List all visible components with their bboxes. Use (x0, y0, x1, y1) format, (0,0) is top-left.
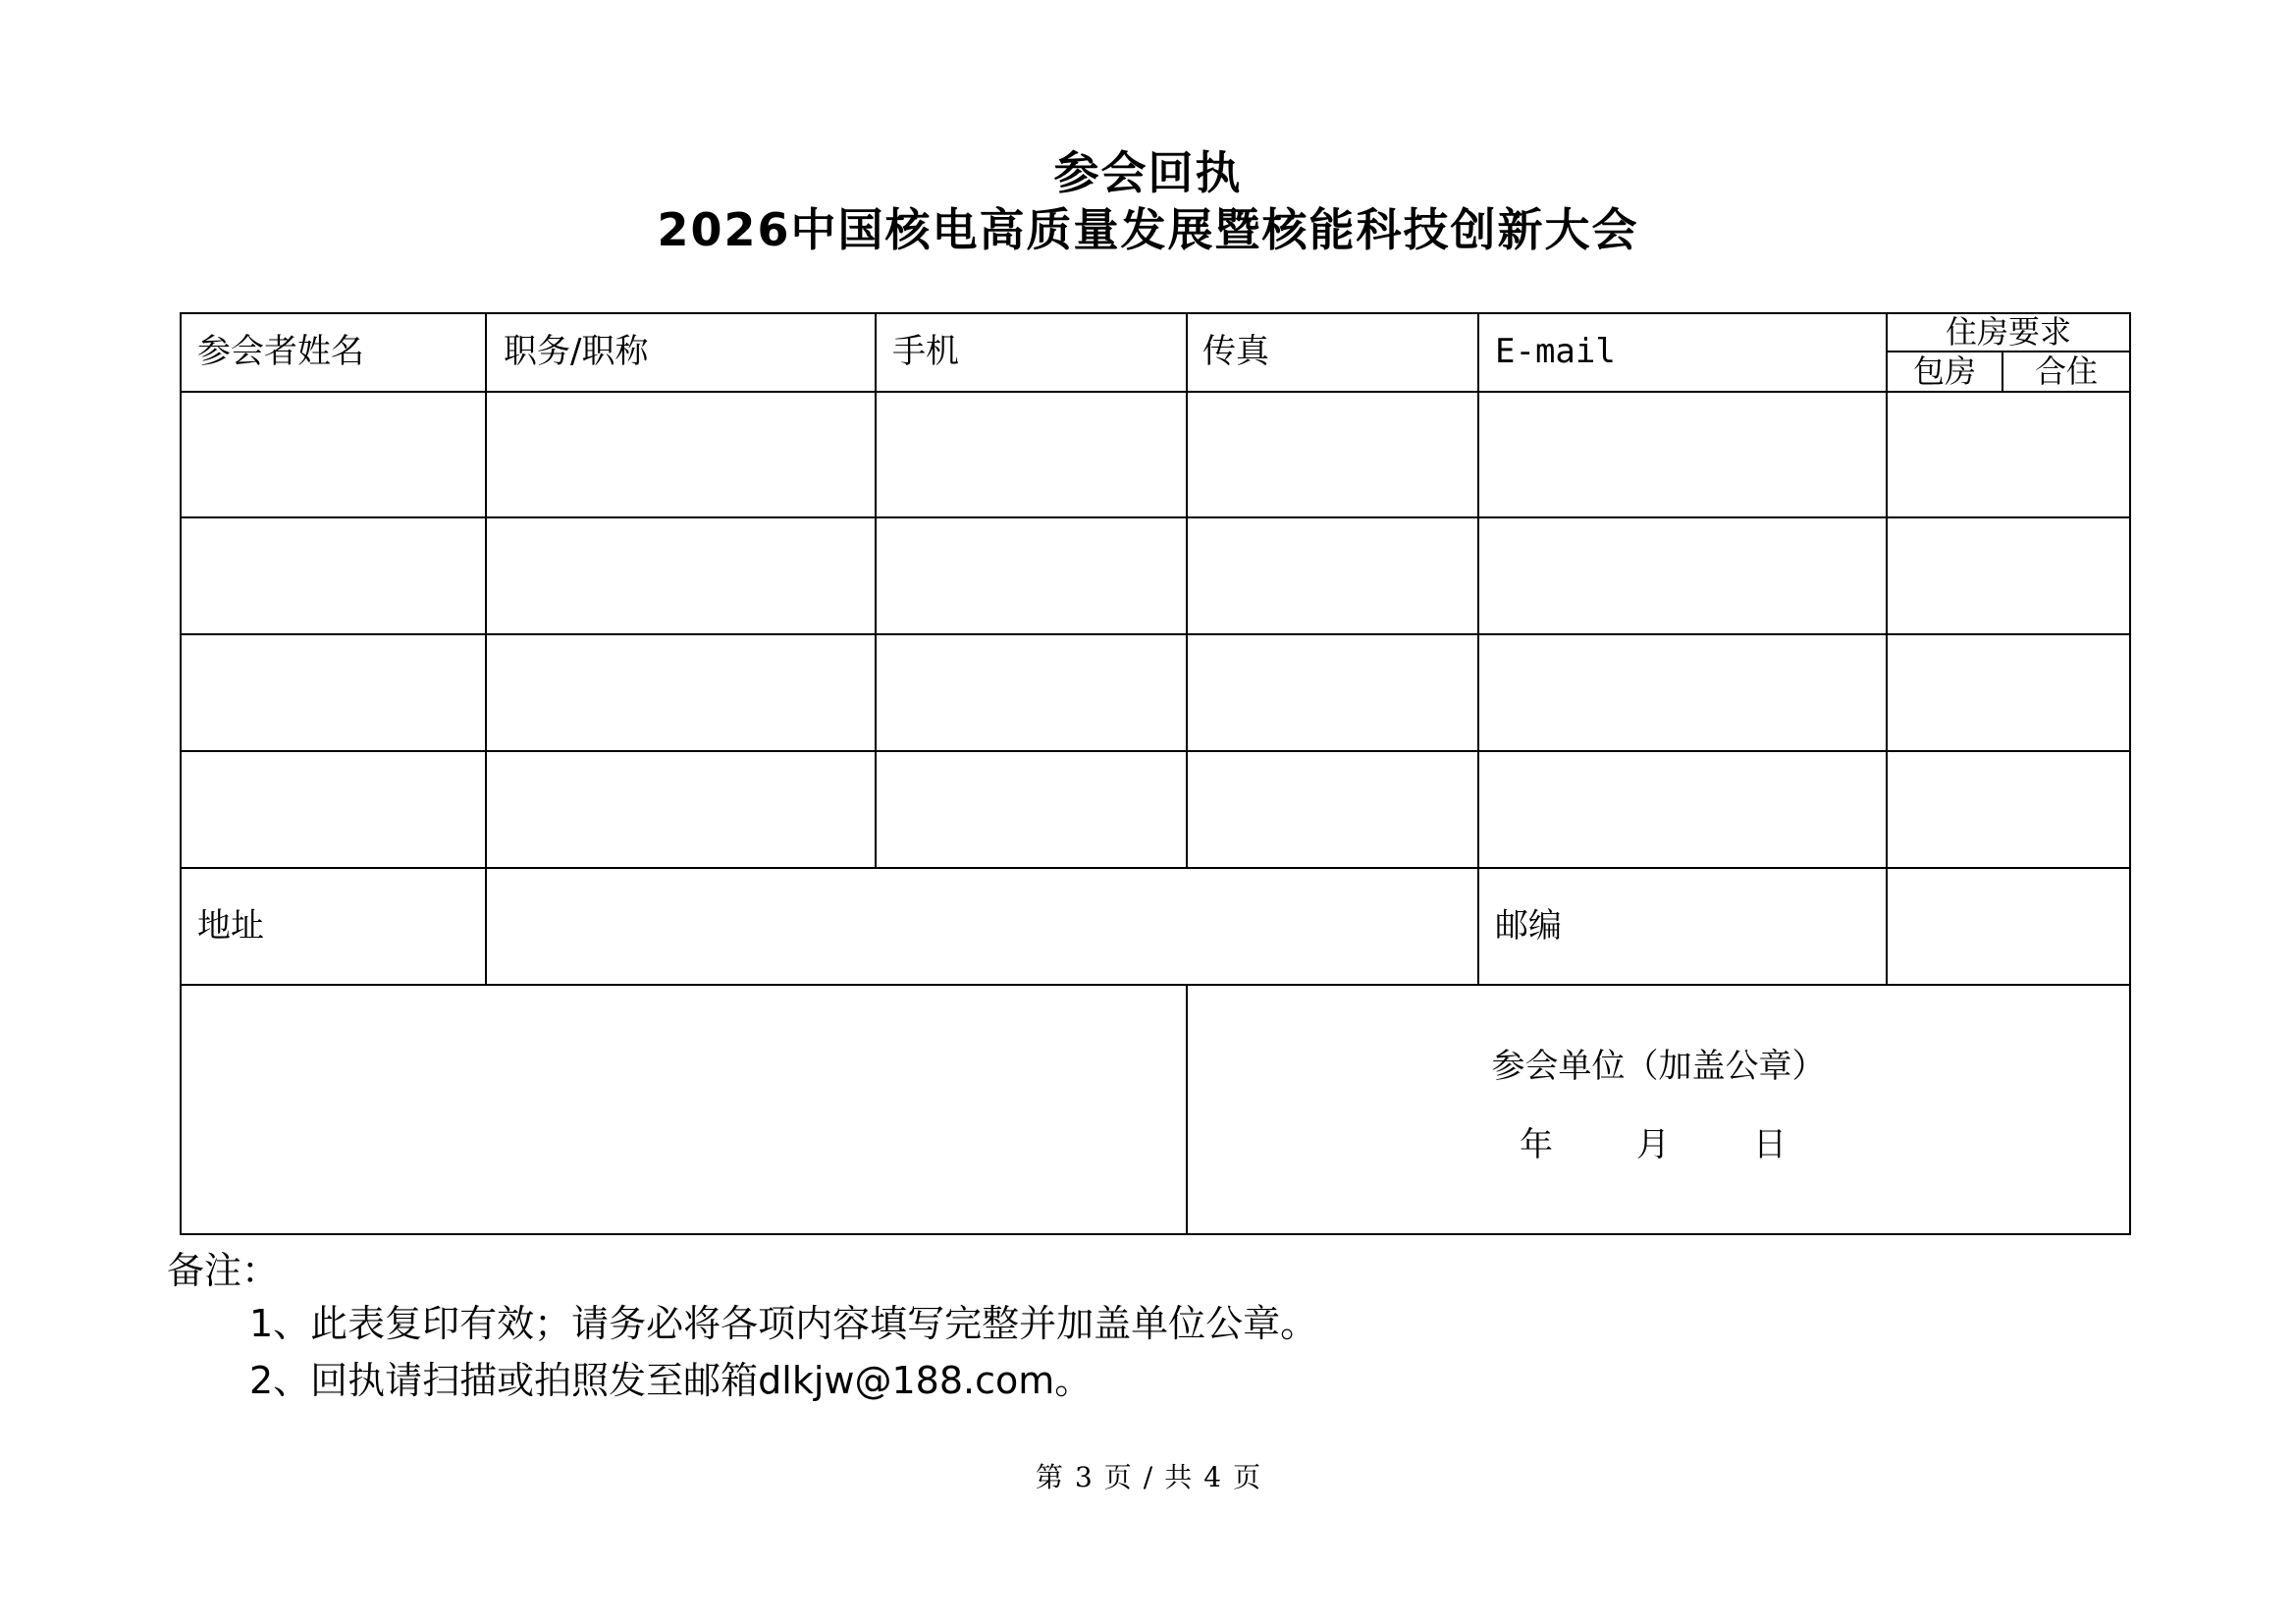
date-day: 日 (1753, 1125, 1787, 1164)
note-item-1: 1、此表复印有效；请务必将各项内容填写完整并加盖单位公章。 (249, 1302, 1318, 1345)
column-header-housing-shared: 合住 (2034, 352, 2098, 390)
column-header-housing-single: 包房 (1912, 352, 1976, 390)
postcode-label: 邮编 (1495, 906, 1562, 946)
column-header-position: 职务/职称 (504, 332, 649, 371)
form-border-bottom (180, 1233, 2131, 1235)
column-divider (1886, 312, 1888, 984)
page-total: 4 (1203, 1461, 1222, 1493)
note-item-2: 2、回执请扫描或拍照发至邮箱dlkjw@188.com。 (249, 1359, 1093, 1402)
date-month: 月 (1636, 1125, 1670, 1164)
notes-heading: 备注： (167, 1249, 280, 1292)
row-divider (180, 984, 2131, 986)
date-year: 年 (1520, 1125, 1553, 1164)
page-total-suffix: 页 (1233, 1461, 1261, 1493)
column-header-name: 参会者姓名 (197, 332, 364, 371)
seal-section-divider (1186, 984, 1188, 1235)
page-total-prefix: 共 (1164, 1461, 1193, 1493)
column-header-mobile: 手机 (892, 332, 959, 371)
page-label-mid: 页 (1103, 1461, 1132, 1493)
seal-label: 参会单位（加盖公章） (1491, 1047, 1826, 1086)
row-divider (180, 633, 2131, 635)
address-label: 地址 (197, 906, 264, 946)
column-header-email: E-mail (1495, 332, 1616, 371)
column-header-housing: 住房要求 (1945, 313, 2071, 351)
page-separator: / (1143, 1461, 1153, 1493)
column-divider (1186, 312, 1188, 867)
form-border-right (2129, 312, 2131, 1235)
page-label-prefix: 第 (1035, 1461, 1063, 1493)
column-divider (485, 312, 487, 984)
page-title: 参会回执 (1053, 146, 1243, 199)
row-divider (180, 750, 2131, 752)
page-number-footer (0, 1460, 2296, 1495)
registration-form (180, 312, 2131, 1235)
form-border-left (180, 312, 182, 1235)
column-divider (875, 312, 877, 867)
column-divider (1477, 312, 1479, 984)
row-divider (180, 516, 2131, 518)
page-current: 3 (1074, 1461, 1093, 1493)
column-header-fax: 传真 (1202, 332, 1269, 371)
form-border-top (180, 312, 2131, 314)
conference-title: 2026中国核电高质量发展暨核能科技创新大会 (657, 203, 1639, 256)
row-divider (180, 867, 2131, 869)
row-divider (180, 391, 2131, 393)
